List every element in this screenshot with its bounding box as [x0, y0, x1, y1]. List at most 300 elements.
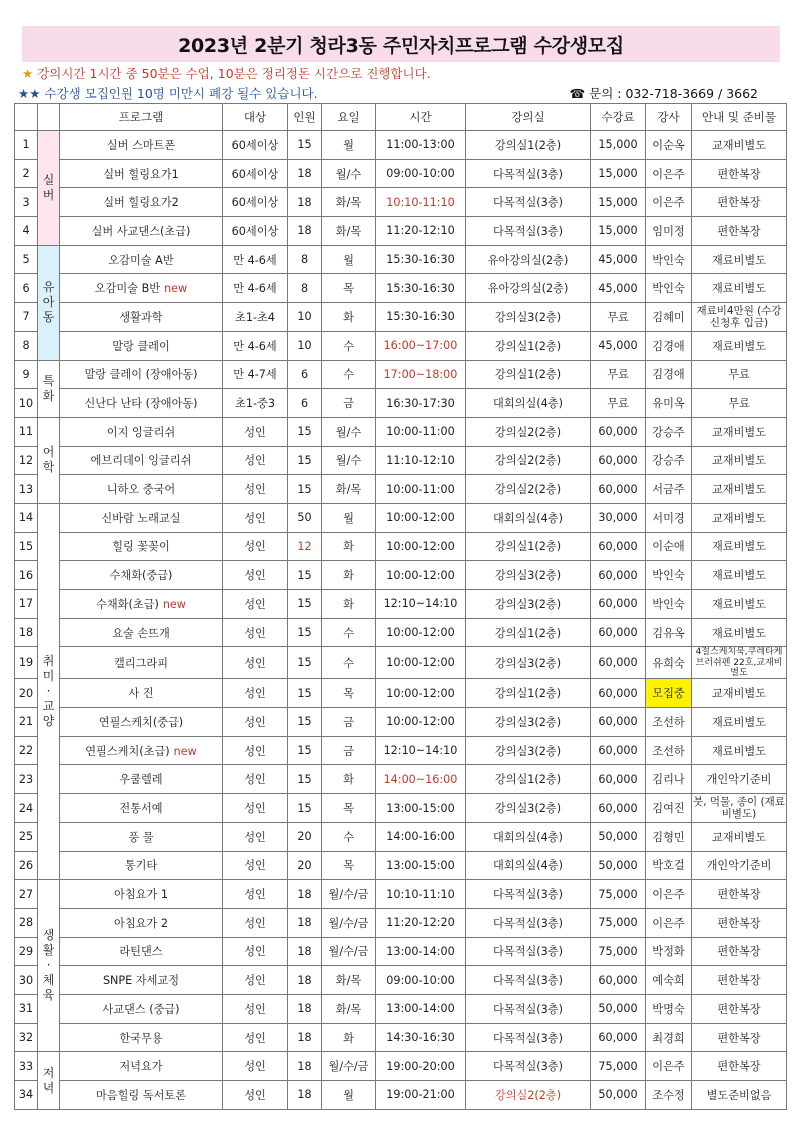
- time-cell: 11:20-12:10: [376, 217, 466, 246]
- cap-cell: 50: [288, 503, 322, 532]
- cap-cell: 20: [288, 851, 322, 880]
- room-cell: 강의실1(2층): [466, 532, 591, 561]
- new-badge: new: [173, 744, 197, 758]
- teacher-cell: 이은주: [646, 1052, 692, 1081]
- time-cell: 14:00-16:00: [376, 822, 466, 851]
- cap-cell: 15: [288, 708, 322, 737]
- program-name: [60, 475, 223, 504]
- category-evening: [38, 1052, 60, 1109]
- cap-cell: 18: [288, 994, 322, 1023]
- fee-cell: 15,000: [591, 159, 646, 188]
- teacher-cell: 박인숙: [646, 274, 692, 303]
- table-row: [15, 188, 787, 217]
- target-cell: 성인: [223, 647, 288, 679]
- program-label: 마음힐링 독서토론: [95, 1088, 186, 1102]
- teacher-cell: 강승주: [646, 417, 692, 446]
- day-cell: 금: [322, 736, 376, 765]
- note-cell: 교재비별도: [692, 131, 787, 160]
- day-cell: 월/수: [322, 417, 376, 446]
- room-cell: 강의실3(2층): [466, 647, 591, 679]
- room-cell: 강의실1(2층): [466, 360, 591, 389]
- cap-cell: 15: [288, 618, 322, 647]
- teacher-cell: 박호걸: [646, 851, 692, 880]
- program-name: [60, 647, 223, 679]
- note-cell: 무료: [692, 389, 787, 418]
- target-cell: 성인: [223, 679, 288, 708]
- room-cell: 강의실1(2층): [466, 618, 591, 647]
- note-cell: 개인악기준비: [692, 765, 787, 794]
- room-cell: 강의실2(2층): [466, 446, 591, 475]
- target-cell: 성인: [223, 994, 288, 1023]
- room-cell: 강의실1(2층): [466, 679, 591, 708]
- day-cell: 수: [322, 647, 376, 679]
- program-name: [60, 908, 223, 937]
- room-cell: 다목적실(3층): [466, 908, 591, 937]
- teacher-cell: 유희숙: [646, 647, 692, 679]
- fee-cell: 50,000: [591, 994, 646, 1023]
- program-name: [60, 417, 223, 446]
- table-row: [15, 937, 787, 966]
- fee-cell: 75,000: [591, 908, 646, 937]
- time-cell: 12:10~14:10: [376, 590, 466, 619]
- fee-cell: 60,000: [591, 561, 646, 590]
- program-name: [60, 131, 223, 160]
- program-label: 아침요가 1: [114, 888, 168, 902]
- fee-cell: 무료: [591, 360, 646, 389]
- note-cell: 편한복장: [692, 217, 787, 246]
- program-label: 라틴댄스: [119, 945, 163, 959]
- cap-cell: 18: [288, 217, 322, 246]
- day-cell: 화: [322, 561, 376, 590]
- target-cell: 성인: [223, 590, 288, 619]
- room-cell: 강의실3(2층): [466, 590, 591, 619]
- fee-cell: 75,000: [591, 1052, 646, 1081]
- teacher-cell: 이순옥: [646, 131, 692, 160]
- program-label: 저녁요가: [119, 1060, 163, 1074]
- fee-cell: 60,000: [591, 417, 646, 446]
- fee-cell: 15,000: [591, 188, 646, 217]
- target-cell: 성인: [223, 851, 288, 880]
- teacher-cell: 김여진: [646, 794, 692, 823]
- table-row: [15, 1081, 787, 1110]
- row-number: 14: [15, 503, 38, 532]
- program-name: [60, 303, 223, 332]
- room-cell: 강의실3(2층): [466, 708, 591, 737]
- program-name: [60, 966, 223, 995]
- col-header-teacher: 강사: [646, 104, 692, 131]
- category-label: 유아동: [42, 280, 55, 325]
- fee-cell: 60,000: [591, 590, 646, 619]
- target-cell: 성인: [223, 561, 288, 590]
- target-cell: 성인: [223, 736, 288, 765]
- teacher-cell: 김유옥: [646, 618, 692, 647]
- target-cell: 성인: [223, 908, 288, 937]
- row-number: 11: [15, 417, 38, 446]
- time-cell: 12:10~14:10: [376, 736, 466, 765]
- day-cell: 수: [322, 822, 376, 851]
- program-name: [60, 765, 223, 794]
- day-cell: 목: [322, 679, 376, 708]
- cap-cell: 15: [288, 765, 322, 794]
- room-cell: 다목적실(3층): [466, 1052, 591, 1081]
- row-number: 7: [15, 303, 38, 332]
- day-cell: 월: [322, 503, 376, 532]
- cap-cell: 15: [288, 736, 322, 765]
- room-cell: 강의실3(2층): [466, 561, 591, 590]
- cap-cell: 18: [288, 1081, 322, 1110]
- table-row: [15, 1023, 787, 1052]
- title-bar: [22, 26, 780, 62]
- room-cell: 다목적실(3층): [466, 217, 591, 246]
- program-name: [60, 503, 223, 532]
- row-number: 20: [15, 679, 38, 708]
- table-row: [15, 475, 787, 504]
- teacher-cell: 모집중: [646, 679, 692, 708]
- table-row: [15, 1052, 787, 1081]
- row-number: 2: [15, 159, 38, 188]
- row-number: 17: [15, 590, 38, 619]
- program-name: [60, 822, 223, 851]
- time-cell: 10:00-12:00: [376, 679, 466, 708]
- fee-cell: 60,000: [591, 736, 646, 765]
- phone-icon: ☎: [569, 86, 586, 101]
- table-row: [15, 880, 787, 909]
- time-cell: 09:00-10:00: [376, 966, 466, 995]
- row-number: 9: [15, 360, 38, 389]
- teacher-cell: 박인숙: [646, 245, 692, 274]
- program-label: 풍 물: [128, 830, 154, 844]
- note-cell: 재료비별도: [692, 618, 787, 647]
- table-row: [15, 331, 787, 360]
- category-label: 실버: [42, 172, 55, 202]
- note-cell: 편한복장: [692, 994, 787, 1023]
- program-label: 실버 힐링요가1: [103, 167, 179, 181]
- program-label: 캘리그라피: [113, 656, 169, 670]
- row-number: 1: [15, 131, 38, 160]
- cap-cell: 18: [288, 1023, 322, 1052]
- notice-min-enrollment-text: 수강생 모집인원 10명 미만시 폐강 될수 있습니다.: [44, 86, 318, 101]
- category-silver: [38, 131, 60, 246]
- fee-cell: 15,000: [591, 217, 646, 246]
- program-label: 신바람 노래교실: [101, 511, 181, 525]
- note-cell: 붓, 먹물, 종이 (재료비별도): [692, 794, 787, 823]
- target-cell: 초1-중3: [223, 389, 288, 418]
- program-name: [60, 188, 223, 217]
- fee-cell: 60,000: [591, 708, 646, 737]
- category-label: 취미·교양: [42, 654, 55, 729]
- fee-cell: 45,000: [591, 245, 646, 274]
- program-label: 연필스케치(초급): [85, 744, 170, 758]
- time-cell: 10:10-11:10: [376, 188, 466, 217]
- category-label: 어학: [42, 445, 55, 475]
- fee-cell: 무료: [591, 389, 646, 418]
- category-sports: [38, 880, 60, 1052]
- time-cell: 14:00~16:00: [376, 765, 466, 794]
- day-cell: 목: [322, 794, 376, 823]
- room-cell: 다목적실(3층): [466, 188, 591, 217]
- category-hobby: [38, 503, 60, 879]
- category-kids: [38, 245, 60, 360]
- program-name: [60, 274, 223, 303]
- teacher-cell: 김경애: [646, 331, 692, 360]
- table-row: [15, 708, 787, 737]
- day-cell: 수: [322, 331, 376, 360]
- program-label: 요술 손뜨개: [112, 626, 170, 640]
- day-cell: 화/목: [322, 217, 376, 246]
- row-number: 5: [15, 245, 38, 274]
- target-cell: 성인: [223, 1081, 288, 1110]
- time-cell: 11:20-12:20: [376, 908, 466, 937]
- teacher-cell: 최경희: [646, 1023, 692, 1052]
- day-cell: 월/수/금: [322, 880, 376, 909]
- time-cell: 13:00-14:00: [376, 937, 466, 966]
- program-name: [60, 736, 223, 765]
- notice-class-time: [22, 64, 431, 82]
- row-number: 32: [15, 1023, 38, 1052]
- program-name: [60, 245, 223, 274]
- note-cell: 편한복장: [692, 1052, 787, 1081]
- note-cell: 교재비별도: [692, 679, 787, 708]
- program-label: 신난다 난타 (장애아동): [84, 397, 198, 411]
- time-cell: 19:00-21:00: [376, 1081, 466, 1110]
- note-cell: 편한복장: [692, 1023, 787, 1052]
- program-name: [60, 446, 223, 475]
- cap-cell: 20: [288, 822, 322, 851]
- col-header-program: 프로그램: [60, 104, 223, 131]
- time-cell: 17:00~18:00: [376, 360, 466, 389]
- day-cell: 수: [322, 360, 376, 389]
- program-name: [60, 331, 223, 360]
- note-cell: 교재비별도: [692, 446, 787, 475]
- target-cell: 성인: [223, 937, 288, 966]
- teacher-cell: 강승주: [646, 446, 692, 475]
- room-cell: 강의실3(2층): [466, 736, 591, 765]
- star-icon: ★: [22, 66, 34, 81]
- program-label: 에브리데이 잉글리쉬: [90, 454, 192, 468]
- program-label: 전통서예: [119, 802, 163, 815]
- row-number: 28: [15, 908, 38, 937]
- note-cell: 편한복장: [692, 159, 787, 188]
- row-number: 22: [15, 736, 38, 765]
- note-cell: 재료비별도: [692, 708, 787, 737]
- table-row: [15, 503, 787, 532]
- time-cell: 16:30-17:30: [376, 389, 466, 418]
- program-table: [14, 103, 787, 1110]
- target-cell: 성인: [223, 966, 288, 995]
- program-name: [60, 1081, 223, 1110]
- target-cell: 만 4-6세: [223, 274, 288, 303]
- program-name: [60, 679, 223, 708]
- row-number: 8: [15, 331, 38, 360]
- program-label: 수채화(초급): [96, 597, 159, 611]
- target-cell: 성인: [223, 708, 288, 737]
- note-cell: 교재비별도: [692, 822, 787, 851]
- teacher-cell: 박정화: [646, 937, 692, 966]
- target-cell: 만 4-6세: [223, 245, 288, 274]
- row-number: 29: [15, 937, 38, 966]
- note-cell: 교재비별도: [692, 503, 787, 532]
- program-label: SNPE 자세교정: [102, 974, 180, 988]
- day-cell: 화: [322, 590, 376, 619]
- room-cell: 유아강의실(2층): [466, 245, 591, 274]
- program-label: 이지 잉글리쉬: [106, 425, 176, 439]
- row-number: 33: [15, 1052, 38, 1081]
- cap-cell: 6: [288, 360, 322, 389]
- target-cell: 성인: [223, 1052, 288, 1081]
- cap-cell: 15: [288, 794, 322, 823]
- row-number: 18: [15, 618, 38, 647]
- program-label: 니하오 중국어: [106, 483, 176, 497]
- fee-cell: 75,000: [591, 880, 646, 909]
- day-cell: 화/목: [322, 994, 376, 1023]
- target-cell: 성인: [223, 880, 288, 909]
- day-cell: 월/수: [322, 446, 376, 475]
- note-cell: 재료비별도: [692, 331, 787, 360]
- day-cell: 화: [322, 532, 376, 561]
- col-header-capacity: 인원: [288, 104, 322, 131]
- table-row: [15, 966, 787, 995]
- program-label: 말랑 클레이 (장애아동): [84, 368, 198, 382]
- note-cell: 4절스케치북,쿠레타케브러쉬펜 22호,교재비별도: [692, 647, 787, 679]
- target-cell: 성인: [223, 1023, 288, 1052]
- note-cell: 교재비별도: [692, 475, 787, 504]
- room-cell: 강의실3(2층): [466, 303, 591, 332]
- fee-cell: 60,000: [591, 647, 646, 679]
- teacher-cell: 이은주: [646, 908, 692, 937]
- day-cell: 화: [322, 303, 376, 332]
- row-number: 13: [15, 475, 38, 504]
- target-cell: 성인: [223, 475, 288, 504]
- room-cell: 다목적실(3층): [466, 880, 591, 909]
- cap-cell: 15: [288, 131, 322, 160]
- cap-cell: 18: [288, 188, 322, 217]
- cap-cell: 15: [288, 679, 322, 708]
- time-cell: 10:00-11:00: [376, 475, 466, 504]
- time-cell: 11:00-13:00: [376, 131, 466, 160]
- table-row: [15, 274, 787, 303]
- row-number: 6: [15, 274, 38, 303]
- program-label: 연필스케치(중급): [98, 715, 184, 729]
- category-label: 저녁: [42, 1065, 55, 1095]
- cap-cell: 8: [288, 245, 322, 274]
- fee-cell: 무료: [591, 303, 646, 332]
- category-label: 특화: [42, 373, 55, 403]
- program-label: 한국무용: [119, 1031, 163, 1045]
- fee-cell: 60,000: [591, 765, 646, 794]
- cap-cell: 15: [288, 446, 322, 475]
- row-number: 12: [15, 446, 38, 475]
- table-row: [15, 736, 787, 765]
- program-name: [60, 994, 223, 1023]
- time-cell: 13:00-14:00: [376, 994, 466, 1023]
- category-language: [38, 417, 60, 503]
- table-row: [15, 159, 787, 188]
- day-cell: 화: [322, 765, 376, 794]
- table-row: [15, 994, 787, 1023]
- program-label: 통기타: [124, 859, 158, 873]
- day-cell: 월/수/금: [322, 937, 376, 966]
- fee-cell: 60,000: [591, 1023, 646, 1052]
- table-row: [15, 303, 787, 332]
- note-cell: 개인악기준비: [692, 851, 787, 880]
- cap-cell: 15: [288, 561, 322, 590]
- target-cell: 성인: [223, 446, 288, 475]
- row-number: 21: [15, 708, 38, 737]
- target-cell: 60세이상: [223, 131, 288, 160]
- program-name: [60, 618, 223, 647]
- room-cell: 강의실1(2층): [466, 131, 591, 160]
- fee-cell: 75,000: [591, 937, 646, 966]
- time-cell: 13:00-15:00: [376, 851, 466, 880]
- fee-cell: 60,000: [591, 618, 646, 647]
- time-cell: 09:00-10:00: [376, 159, 466, 188]
- note-cell: 별도준비없음: [692, 1081, 787, 1110]
- room-cell: 유아강의실(2층): [466, 274, 591, 303]
- teacher-cell: 서금주: [646, 475, 692, 504]
- target-cell: 초1-초4: [223, 303, 288, 332]
- time-cell: 16:00~17:00: [376, 331, 466, 360]
- target-cell: 성인: [223, 618, 288, 647]
- col-header-note: 안내 및 준비물: [692, 104, 787, 131]
- target-cell: 성인: [223, 765, 288, 794]
- fee-cell: 30,000: [591, 503, 646, 532]
- time-cell: 10:00-12:00: [376, 618, 466, 647]
- fee-cell: 60,000: [591, 679, 646, 708]
- room-cell: 대회의실(4층): [466, 389, 591, 418]
- time-cell: 10:00-12:00: [376, 647, 466, 679]
- col-header-time: 시간: [376, 104, 466, 131]
- time-cell: 11:10-12:10: [376, 446, 466, 475]
- time-cell: 10:00-12:00: [376, 561, 466, 590]
- cap-cell: 10: [288, 331, 322, 360]
- col-header-room: 강의실: [466, 104, 591, 131]
- table-row: [15, 417, 787, 446]
- time-cell: 10:00-12:00: [376, 708, 466, 737]
- room-cell: 강의실1(2층): [466, 765, 591, 794]
- row-number: 31: [15, 994, 38, 1023]
- fee-cell: 45,000: [591, 274, 646, 303]
- row-number: 3: [15, 188, 38, 217]
- cap-cell: 8: [288, 274, 322, 303]
- target-cell: 성인: [223, 822, 288, 851]
- program-name: [60, 1023, 223, 1052]
- row-number: 27: [15, 880, 38, 909]
- day-cell: 월: [322, 245, 376, 274]
- row-number: 23: [15, 765, 38, 794]
- teacher-cell: 김리나: [646, 765, 692, 794]
- table-row: [15, 647, 787, 679]
- day-cell: 화: [322, 1023, 376, 1052]
- room-cell: 다목적실(3층): [466, 994, 591, 1023]
- note-cell: 재료비별도: [692, 561, 787, 590]
- cap-cell: 15: [288, 590, 322, 619]
- col-header-target: 대상: [223, 104, 288, 131]
- row-number: 30: [15, 966, 38, 995]
- cap-cell: 12: [288, 532, 322, 561]
- teacher-cell: 이은주: [646, 880, 692, 909]
- program-label: 실버 사교댄스(초급): [91, 224, 191, 238]
- program-label: 오감미술 A반: [108, 253, 174, 267]
- note-cell: 편한복장: [692, 188, 787, 217]
- program-label: 사 진: [128, 687, 154, 701]
- note-cell: 재료비별도: [692, 736, 787, 765]
- col-header-no: [15, 104, 38, 131]
- cap-cell: 18: [288, 159, 322, 188]
- teacher-cell: 임미정: [646, 217, 692, 246]
- room-cell: 강의실1(2층): [466, 331, 591, 360]
- fee-cell: 60,000: [591, 446, 646, 475]
- program-label: 사교댄스 (중급): [102, 1002, 180, 1016]
